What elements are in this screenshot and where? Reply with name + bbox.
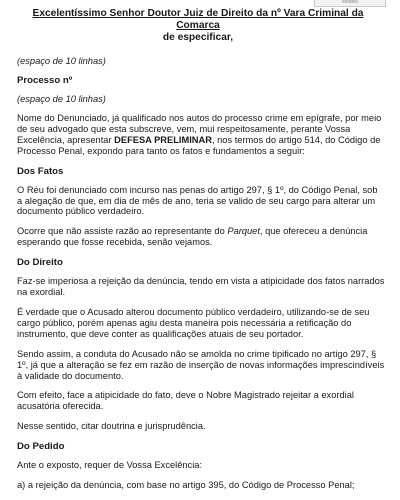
fatos-paragraph-1: O Réu foi denunciado com incurso nas penas do artigo 297, § 1º, do Código Penal, sob a alegação de que, em dia de mês de ano, teria se valido de seu cargo para alterar um documento público verdadeiro. [17,184,378,217]
document-page [17,8,385,500]
direito-paragraph-5: Nesse sentido, citar doutrina e jurisprudência. [17,421,206,432]
section-heading-pedido: Do Pedido [17,441,65,453]
direito-paragraph-2: É verdade que o Acusado alterou documento público verdadeiro, utilizando-se de seu cargo público, porém apenas agiu desta maneira pois necessária a retificação do instrumento, que deve conter as qualificações atuais de seu portador. [17,306,370,339]
direito-paragraph-3: Sendo assim, a conduta do Acusado não se amolda no crime tipificado no artigo 297, § 1º, já que a alteração se fez em razão de inserção de novas informações imprescindíveis à validade do documento. [17,348,385,381]
intro-paragraph [17,113,385,157]
pedido-paragraph-2: a) a rejeição da denúncia, com base no artigo 395, do Código de Processo Penal; [17,480,355,491]
section-heading-direito: Do Direito [17,257,63,269]
section-heading-fatos: Dos Fatos [17,165,64,177]
fatos-p2-text-2: , que ofereceu a denúncia esperando que fosse recebida, senão vejamos. [17,226,368,248]
direito-paragraph-4: Com efeito, face a atipicidade do fato, deve o Nobre Magistrado rejeitar a exordial acusatória oferecida. [17,390,354,412]
parquet-italic: Parquet [227,226,260,237]
intro-text-1: Nome do Denunciado, já qualificado nos autos do processo crime em epígrafe, por meio de seu advogado que esta subscreve, vem, mui respeitosamente, perante Vossa Excelência, apresentar [17,113,382,145]
direito-paragraph-1: Faz-se imperiosa a rejeição da denúncia, tendo em vista a atipicidade dos fatos narrados na exordial. [17,276,385,298]
fatos-paragraph-2 [17,226,385,248]
document-header [17,8,385,44]
header-line-1: Excelentíssimo Senhor Doutor Juiz de Direito da nº Vara Criminal da Comarca [32,8,364,31]
header-line-2: de especificar, [162,32,234,43]
pedido-paragraph-1: Ante o exposto, requer de Vossa Excelência: [17,460,203,471]
processo-label: Processo nº [17,75,73,86]
defesa-preliminar-bold: DEFESA PRELIMINAR [114,134,212,145]
spacing-note-1: (espaço de 10 linhas) [17,56,106,66]
intro-text-2: , nos termos do artigo 514, do Código de Processo Penal, expondo para tanto os fatos e fundamentos a seguir: [17,134,381,156]
corner-tab: Modelo [314,0,386,7]
fatos-p2-text-1: Ocorre que não assiste razão ao representante do [17,226,228,237]
spacing-note-2: (espaço de 10 linhas) [17,94,106,104]
